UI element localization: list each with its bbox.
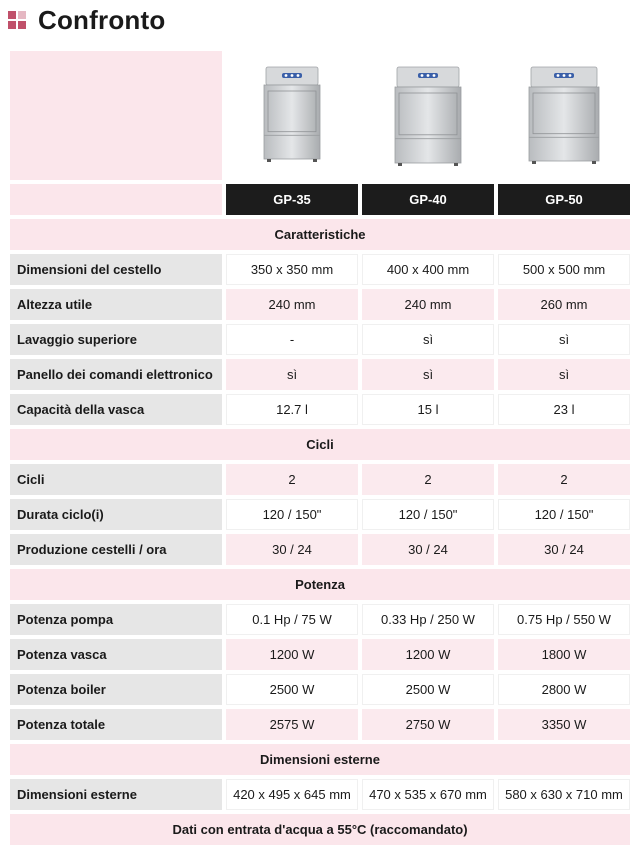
row-value: - [226, 324, 358, 355]
section-heading: Cicli [10, 429, 630, 460]
table-row [10, 709, 630, 740]
row-value: 3350 W [498, 709, 630, 740]
table-row [10, 499, 630, 530]
row-value: 2500 W [226, 674, 358, 705]
model-label-cell [10, 184, 222, 215]
row-value: 0.33 Hp / 250 W [362, 604, 494, 635]
row-value: 1200 W [362, 639, 494, 670]
dishwasher-icon [242, 61, 342, 171]
section-row [10, 429, 630, 460]
row-label: Potenza totale [10, 709, 222, 740]
row-value: 30 / 24 [362, 534, 494, 565]
section-row [10, 744, 630, 775]
page-title: Confronto [38, 4, 166, 35]
section-heading: Potenza [10, 569, 630, 600]
row-value: 120 / 150" [226, 499, 358, 530]
model-header-row [10, 184, 630, 215]
section-heading: Dimensioni esterne [10, 744, 630, 775]
dishwasher-icon [378, 61, 478, 171]
model-name-gp40[interactable]: GP-40 [362, 184, 494, 215]
row-label: Potenza vasca [10, 639, 222, 670]
row-value: 2 [498, 464, 630, 495]
row-value: 240 mm [226, 289, 358, 320]
row-value: 580 x 630 x 710 mm [498, 779, 630, 810]
row-label: Cicli [10, 464, 222, 495]
model-name-gp35[interactable]: GP-35 [226, 184, 358, 215]
row-value: sì [498, 324, 630, 355]
row-label: Durata ciclo(i) [10, 499, 222, 530]
section-heading: Caratteristiche [10, 219, 630, 250]
product-image-gp40[interactable] [362, 51, 494, 180]
images-label-cell [10, 51, 222, 180]
row-label: Potenza boiler [10, 674, 222, 705]
row-value: 470 x 535 x 670 mm [362, 779, 494, 810]
row-value: sì [362, 359, 494, 390]
row-value: 30 / 24 [498, 534, 630, 565]
row-value: 240 mm [362, 289, 494, 320]
footer-row [10, 814, 630, 845]
row-value: 120 / 150" [362, 499, 494, 530]
table-row [10, 324, 630, 355]
row-value: 2750 W [362, 709, 494, 740]
row-label: Potenza pompa [10, 604, 222, 635]
row-value: 350 x 350 mm [226, 254, 358, 285]
squares-logo-icon [8, 11, 26, 29]
table-row [10, 674, 630, 705]
row-value: sì [226, 359, 358, 390]
row-value: 420 x 495 x 645 mm [226, 779, 358, 810]
row-value: 30 / 24 [226, 534, 358, 565]
table-row [10, 639, 630, 670]
row-value: 23 l [498, 394, 630, 425]
row-value: 2 [362, 464, 494, 495]
row-label: Dimensioni esterne [10, 779, 222, 810]
row-label: Panello dei comandi elettronico [10, 359, 222, 390]
row-value: 2500 W [362, 674, 494, 705]
dishwasher-icon [514, 61, 614, 171]
row-label: Altezza utile [10, 289, 222, 320]
table-row [10, 534, 630, 565]
row-value: 2 [226, 464, 358, 495]
row-value: 400 x 400 mm [362, 254, 494, 285]
table-row [10, 464, 630, 495]
table-row [10, 604, 630, 635]
row-value: 0.1 Hp / 75 W [226, 604, 358, 635]
row-value: 120 / 150" [498, 499, 630, 530]
row-value: 500 x 500 mm [498, 254, 630, 285]
table-row [10, 359, 630, 390]
row-value: 260 mm [498, 289, 630, 320]
row-label: Lavaggio superiore [10, 324, 222, 355]
row-value: 15 l [362, 394, 494, 425]
footer-note: Dati con entrata d'acqua a 55°C (raccomandato) [10, 814, 630, 845]
row-value: 2800 W [498, 674, 630, 705]
row-value: 1800 W [498, 639, 630, 670]
product-images-row [10, 51, 630, 180]
row-label: Capacità della vasca [10, 394, 222, 425]
row-value: 12.7 l [226, 394, 358, 425]
table-row [10, 254, 630, 285]
row-label: Produzione cestelli / ora [10, 534, 222, 565]
row-value: sì [362, 324, 494, 355]
row-value: 1200 W [226, 639, 358, 670]
section-row [10, 219, 630, 250]
page-header [8, 6, 165, 34]
model-name-gp50[interactable]: GP-50 [498, 184, 630, 215]
table-row [10, 779, 630, 810]
section-row [10, 569, 630, 600]
table-row [10, 394, 630, 425]
row-value: sì [498, 359, 630, 390]
product-image-gp35[interactable] [226, 51, 358, 180]
table-row [10, 289, 630, 320]
row-value: 2575 W [226, 709, 358, 740]
comparison-table [10, 51, 630, 849]
row-label: Dimensioni del cestello [10, 254, 222, 285]
row-value: 0.75 Hp / 550 W [498, 604, 630, 635]
product-image-gp50[interactable] [498, 51, 630, 180]
